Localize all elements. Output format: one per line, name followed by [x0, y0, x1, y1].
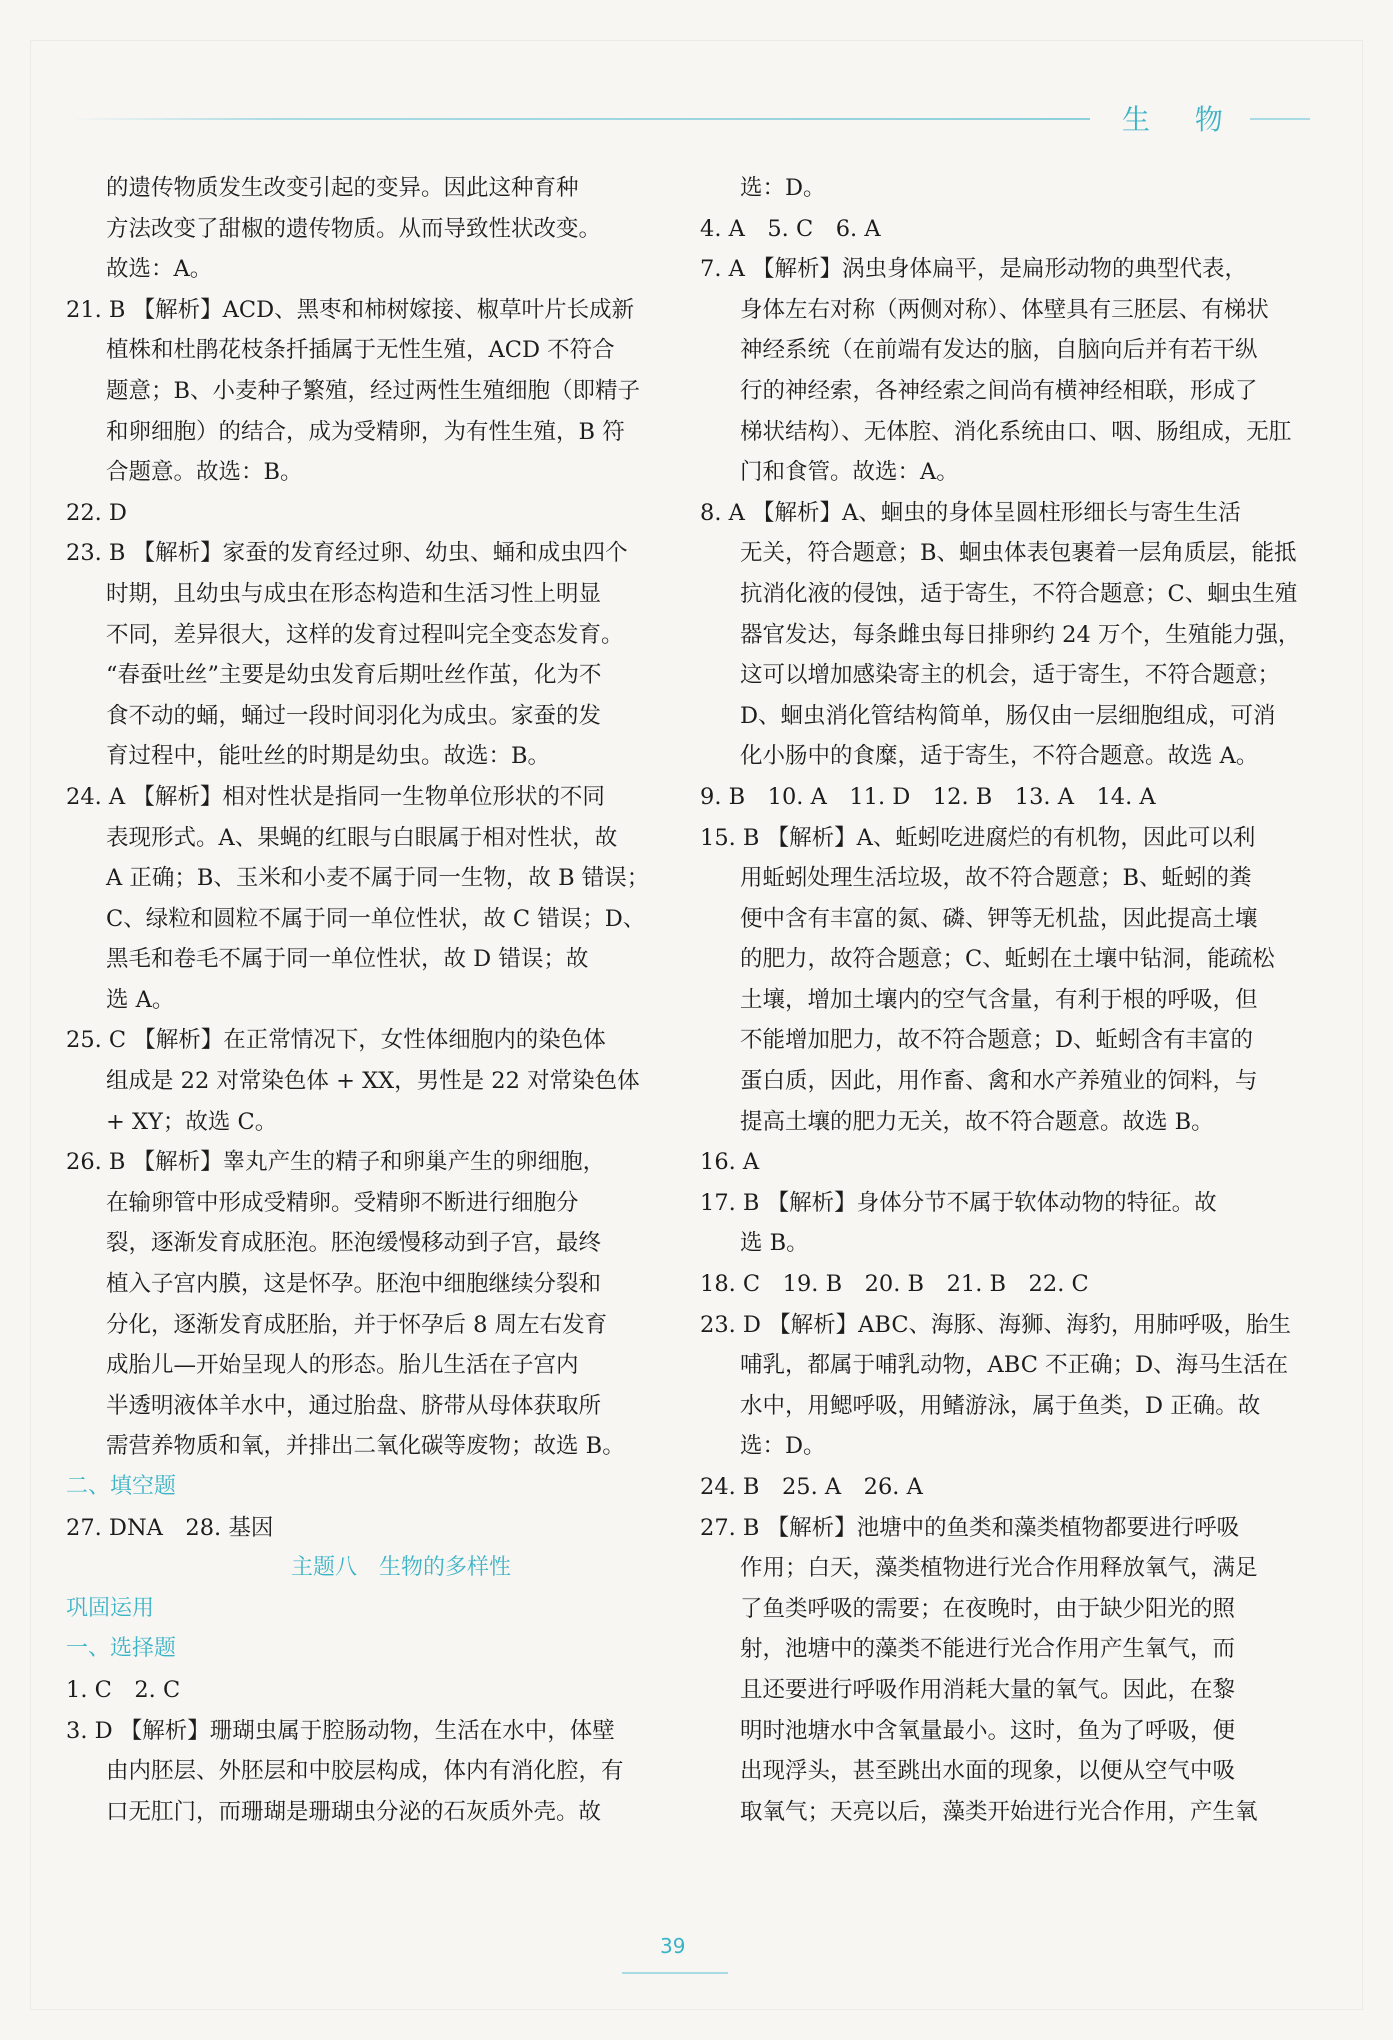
section-heading: 巩固运用	[66, 1595, 155, 1621]
text-line: 水中，用鳃呼吸，用鳍游泳，属于鱼类，D 正确。故	[740, 1392, 1261, 1419]
text-line: 便中含有丰富的氮、磷、钾等无机盐，因此提高土壤	[740, 905, 1258, 932]
text-line: 时期，且幼虫与成虫在形态构造和生活习性上明显	[106, 580, 602, 607]
text-line: 裂，逐渐发育成胚泡。胚泡缓慢移动到子宫，最终	[106, 1230, 602, 1257]
text-line: 且还要进行呼吸作用消耗大量的氧气。因此，在黎	[740, 1676, 1236, 1703]
text-line: 行的神经索，各神经索之间尚有横神经相联，形成了	[740, 377, 1258, 404]
text-line: 15. B 【解析】A、蚯蚓吃进腐烂的有机物，因此可以利	[700, 824, 1256, 851]
page-number: 39	[660, 1934, 686, 1958]
text-line: 组成是 22 对常染色体 + XX，男性是 22 对常染色体	[106, 1068, 640, 1095]
text-line: 门和食管。故选：A。	[740, 459, 959, 486]
text-line: 化小肠中的食糜，适于寄生，不符合题意。故选 A。	[740, 743, 1259, 770]
text-line: 成胎儿—开始呈现人的形态。胎儿生活在子宫内	[106, 1352, 579, 1379]
text-line: 27. B 【解析】池塘中的鱼类和藻类植物都要进行呼吸	[700, 1514, 1240, 1541]
text-line: 17. B 【解析】身体分节不属于软体动物的特征。故	[700, 1189, 1217, 1216]
text-line: 8. A 【解析】A、蛔虫的身体呈圆柱形细长与寄生生活	[700, 499, 1241, 526]
text-line: 明时池塘水中含氧量最小。这时，鱼为了呼吸，便	[740, 1717, 1236, 1744]
text-line: 25. C 【解析】在正常情况下，女性体细胞内的染色体	[66, 1027, 606, 1054]
text-line: 半透明液体羊水中，通过胎盘、脐带从母体获取所	[106, 1392, 602, 1419]
text-line: 黑毛和卷毛不属于同一单位性状，故 D 错误；故	[106, 946, 589, 973]
text-line: 7. A 【解析】涡虫身体扁平，是扁形动物的典型代表，	[700, 256, 1248, 283]
text-line: 在输卵管中形成受精卵。受精卵不断进行细胞分	[106, 1189, 579, 1216]
text-line: 9. B 10. A 11. D 12. B 13. A 14. A	[700, 783, 1156, 810]
text-line: 22. D	[66, 499, 127, 526]
text-line: 需营养物质和氧，并排出二氧化碳等废物；故选 B。	[106, 1433, 625, 1460]
text-line: 蛋白质，因此，用作畜、禽和水产养殖业的饲料，与	[740, 1068, 1258, 1095]
section-heading: 主题八 生物的多样性	[290, 1555, 511, 1581]
section-heading: 一、选择题	[66, 1636, 177, 1662]
text-line: 抗消化液的侵蚀，适于寄生，不符合题意；C、蛔虫生殖	[740, 580, 1298, 607]
text-line: 由内胚层、外胚层和中胶层构成，体内有消化腔，有	[106, 1758, 624, 1785]
text-line: A 正确；B、玉米和小麦不属于同一生物，故 B 错误；	[106, 865, 650, 892]
text-line: “春蚕吐丝”主要是幼虫发育后期吐丝作茧，化为不	[106, 662, 602, 689]
text-line: 梯状结构）、无体腔、消化系统由口、咽、肠组成，无肛	[740, 418, 1292, 445]
header-rule-tail	[1250, 118, 1310, 120]
text-line: 器官发达，每条雌虫每日排卵约 24 万个，生殖能力强，	[740, 621, 1301, 648]
text-line: 故选：A。	[106, 256, 213, 283]
text-line: 表现形式。A、果蝇的红眼与白眼属于相对性状，故	[106, 824, 618, 851]
text-line: 1. C 2. C	[66, 1676, 181, 1703]
text-line: 植株和杜鹃花枝条扦插属于无性生殖，ACD 不符合	[106, 337, 615, 364]
text-line: 分化，逐渐发育成胚胎，并于怀孕后 8 周左右发育	[106, 1311, 608, 1338]
text-line: 题意；B、小麦种子繁殖，经过两性生殖细胞（即精子	[106, 377, 641, 404]
text-line: 植入子宫内膜，这是怀孕。胚泡中细胞继续分裂和	[106, 1271, 602, 1298]
text-line: 选 B。	[740, 1230, 809, 1257]
subject-title: 生 物	[1122, 103, 1241, 136]
text-line: 的遗传物质发生改变引起的变异。因此这种育种	[106, 175, 579, 201]
text-line: 射，池塘中的藻类不能进行光合作用产生氧气，而	[740, 1636, 1236, 1663]
text-line: 16. A	[700, 1149, 760, 1176]
text-line: 口无肛门，而珊瑚是珊瑚虫分泌的石灰质外壳。故	[106, 1798, 602, 1825]
right-column	[700, 168, 1310, 1832]
text-line: 育过程中，能吐丝的时期是幼虫。故选：B。	[106, 743, 551, 770]
text-line: 土壤，增加土壤内的空气含量，有利于根的呼吸，但	[740, 986, 1258, 1013]
text-line: 无关，符合题意；B、蛔虫体表包裹着一层角质层，能抵	[740, 540, 1297, 567]
text-line: 哺乳，都属于哺乳动物，ABC 不正确；D、海马生活在	[740, 1352, 1289, 1379]
text-line: D、蛔虫消化管结构简单，肠仅由一层细胞组成，可消	[740, 702, 1276, 729]
text-line: 了鱼类呼吸的需要；在夜晚时，由于缺少阳光的照	[740, 1595, 1236, 1622]
text-line: 作用；白天，藻类植物进行光合作用释放氧气，满足	[740, 1555, 1258, 1582]
text-line: 23. D 【解析】ABC、海豚、海狮、海豹，用肺呼吸，胎生	[700, 1311, 1292, 1338]
left-column	[66, 168, 676, 1832]
text-line: 3. D 【解析】珊瑚虫属于腔肠动物，生活在水中，体壁	[66, 1717, 615, 1744]
text-line: 不同，差异很大，这样的发育过程叫完全变态发育。	[106, 621, 624, 648]
text-line: + XY；故选 C。	[106, 1108, 278, 1135]
text-line: 身体左右对称（两侧对称）、体壁具有三胚层、有梯状	[740, 296, 1269, 323]
text-line: 选：D。	[740, 175, 826, 201]
text-line: 取氧气；天亮以后，藻类开始进行光合作用，产生氧	[740, 1798, 1258, 1825]
text-line: 18. C 19. B 20. B 21. B 22. C	[700, 1271, 1089, 1298]
text-line: 出现浮头，甚至跳出水面的现象，以便从空气中吸	[740, 1758, 1236, 1785]
text-line: 选 A。	[106, 986, 175, 1013]
text-line: 这可以增加感染寄主的机会，适于寄生，不符合题意；	[740, 662, 1281, 689]
text-line: 的肥力，故符合题意；C、蚯蚓在土壤中钻洞，能疏松	[740, 946, 1275, 973]
section-heading: 二、填空题	[66, 1474, 177, 1499]
text-line: 23. B 【解析】家蚕的发育经过卵、幼虫、蛹和成虫四个	[66, 540, 628, 567]
text-line: 方法改变了甜椒的遗传物质。从而导致性状改变。	[106, 215, 602, 242]
text-line: 和卵细胞）的结合，成为受精卵，为有性生殖，B 符	[106, 418, 625, 445]
text-line: 24. A 【解析】相对性状是指同一生物单位形状的不同	[66, 783, 605, 810]
text-line: 食不动的蛹，蛹过一段时间羽化为成虫。家蚕的发	[106, 702, 602, 729]
text-line: 不能增加肥力，故不符合题意；D、蚯蚓含有丰富的	[740, 1027, 1254, 1054]
text-line: 神经系统（在前端有发达的脑，自脑向后并有若干纵	[740, 337, 1258, 364]
text-line: 26. B 【解析】睾丸产生的精子和卵巢产生的卵细胞，	[66, 1149, 606, 1176]
text-line: 4. A 5. C 6. A	[700, 215, 881, 242]
text-line: 合题意。故选：B。	[106, 459, 303, 486]
text-line: 选：D。	[740, 1433, 826, 1460]
text-line: C、绿粒和圆粒不属于同一单位性状，故 C 错误；D、	[106, 905, 646, 932]
text-line: 用蚯蚓处理生活垃圾，故不符合题意；B、蚯蚓的粪	[740, 865, 1252, 892]
text-line: 提高土壤的肥力无关，故不符合题意。故选 B。	[740, 1108, 1214, 1135]
text-line: 24. B 25. A 26. A	[700, 1474, 923, 1500]
text-line: 21. B 【解析】ACD、黑枣和柿树嫁接、椒草叶片长成新	[66, 296, 635, 323]
text-line: 27. DNA 28. 基因	[66, 1514, 274, 1541]
header-rule	[70, 118, 1090, 120]
